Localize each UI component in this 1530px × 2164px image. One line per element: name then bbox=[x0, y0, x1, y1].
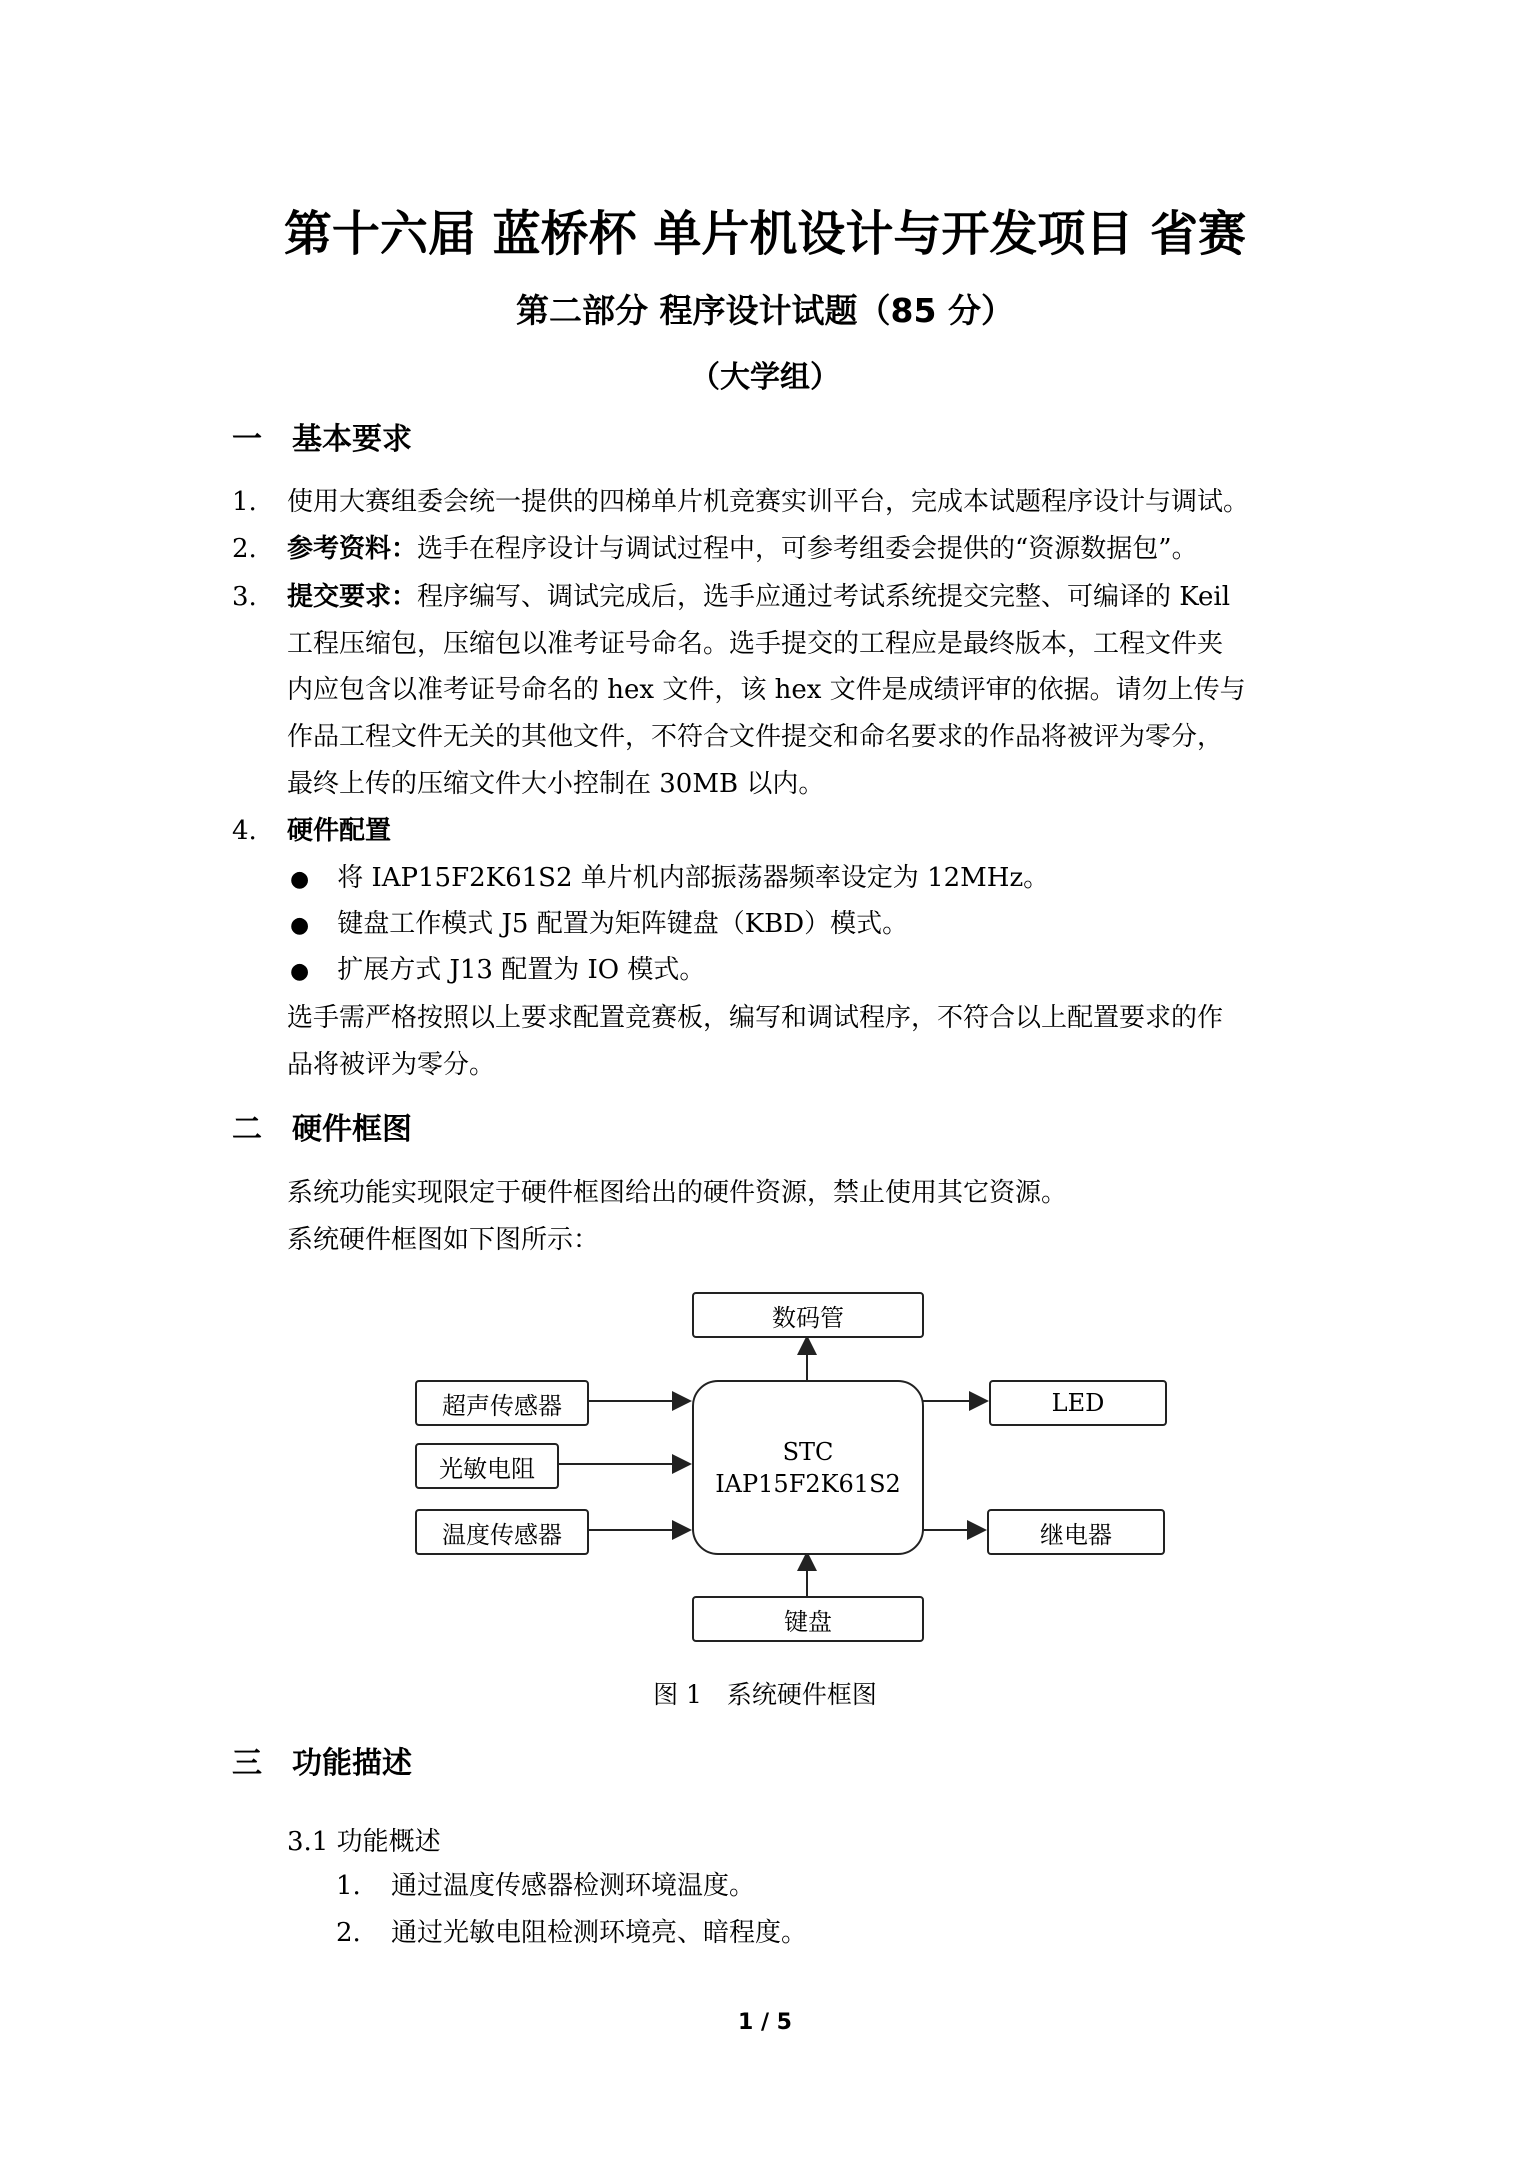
section-heading-basic: 一 基本要求 bbox=[232, 422, 412, 457]
item-number: 3. bbox=[232, 582, 257, 612]
paragraph: 系统硬件框图如下图所示： bbox=[287, 1225, 600, 1255]
item-continuation: 作品工程文件无关的其他文件，不符合文件提交和命名要求的作品将被评为零分， bbox=[287, 722, 1224, 752]
list-item bbox=[336, 1910, 807, 1956]
section-heading-hardware: 二 硬件框图 bbox=[232, 1112, 412, 1147]
bullet-dot-icon: ● bbox=[290, 913, 310, 938]
item-number: 1. bbox=[336, 1871, 361, 1901]
item-label: 提交要求： bbox=[287, 582, 418, 612]
item-text: 选手在程序设计与调试过程中，可参考组委会提供的“资源数据包”。 bbox=[417, 534, 1198, 564]
mcu-block bbox=[692, 1380, 924, 1555]
page-subtitle: 第二部分 程序设计试题（85 分） bbox=[516, 291, 1014, 330]
subsection-heading: 3.1 功能概述 bbox=[287, 1827, 441, 1857]
mcu-model: IAP15F2K61S2 bbox=[715, 1469, 901, 1498]
ultrasonic-sensor-block: 超声传感器 bbox=[415, 1380, 589, 1426]
bullet-item: ● 扩展方式 J13 配置为 IO 模式。 bbox=[290, 955, 706, 985]
page-number: 1 / 5 bbox=[738, 2010, 792, 2035]
temperature-sensor-block: 温度传感器 bbox=[415, 1509, 589, 1555]
keyboard-block: 键盘 bbox=[692, 1596, 924, 1642]
item-text: 通过光敏电阻检测环境亮、暗程度。 bbox=[391, 1918, 808, 1948]
config-note: 品将被评为零分。 bbox=[287, 1050, 496, 1080]
item-continuation: 内应包含以准考证号命名的 hex 文件，该 hex 文件是成绩评审的依据。请勿上传与 bbox=[287, 675, 1246, 705]
item-text: 通过温度传感器检测环境温度。 bbox=[391, 1871, 756, 1901]
photoresistor-block: 光敏电阻 bbox=[415, 1443, 559, 1489]
section-heading-function: 三 功能描述 bbox=[232, 1746, 412, 1781]
bullet-item: ● 键盘工作模式 J5 配置为矩阵键盘（KBD）模式。 bbox=[290, 909, 909, 939]
relay-block: 继电器 bbox=[987, 1509, 1165, 1555]
item-continuation: 最终上传的压缩文件大小控制在 30MB 以内。 bbox=[287, 769, 825, 799]
item-text: 程序编写、调试完成后，选手应通过考试系统提交完整、可编译的 Keil bbox=[417, 582, 1231, 612]
item-label: 硬件配置 bbox=[287, 816, 392, 846]
item-text: 使用大赛组委会统一提供的四梯单片机竞赛实训平台，完成本试题程序设计与调试。 bbox=[287, 487, 1250, 517]
item-number: 4. bbox=[232, 816, 257, 846]
item-number: 1. bbox=[232, 487, 257, 517]
page-title: 第十六届 蓝桥杯 单片机设计与开发项目 省赛 bbox=[283, 206, 1247, 262]
bullet-item: ● 将 IAP15F2K61S2 单片机内部振荡器频率设定为 12MHz。 bbox=[290, 863, 1050, 893]
bullet-dot-icon: ● bbox=[290, 959, 310, 984]
bullet-dot-icon: ● bbox=[290, 867, 310, 892]
paragraph: 系统功能实现限定于硬件框图给出的硬件资源，禁止使用其它资源。 bbox=[287, 1178, 1068, 1208]
item-continuation: 工程压缩包，压缩包以准考证号命名。选手提交的工程应是最终版本，工程文件夹 bbox=[287, 629, 1224, 659]
list-item bbox=[336, 1863, 755, 1909]
item-number: 2. bbox=[232, 534, 257, 564]
led-block: LED bbox=[989, 1380, 1167, 1426]
item-label: 参考资料： bbox=[287, 534, 418, 564]
mcu-vendor: STC bbox=[782, 1437, 834, 1466]
group-label: （大学组） bbox=[690, 360, 840, 395]
item-number: 2. bbox=[336, 1918, 361, 1948]
figure-caption: 图 1 系统硬件框图 bbox=[653, 1680, 877, 1709]
config-note: 选手需严格按照以上要求配置竞赛板，编写和调试程序，不符合以上配置要求的作 bbox=[287, 1003, 1224, 1033]
display-block: 数码管 bbox=[692, 1292, 924, 1338]
